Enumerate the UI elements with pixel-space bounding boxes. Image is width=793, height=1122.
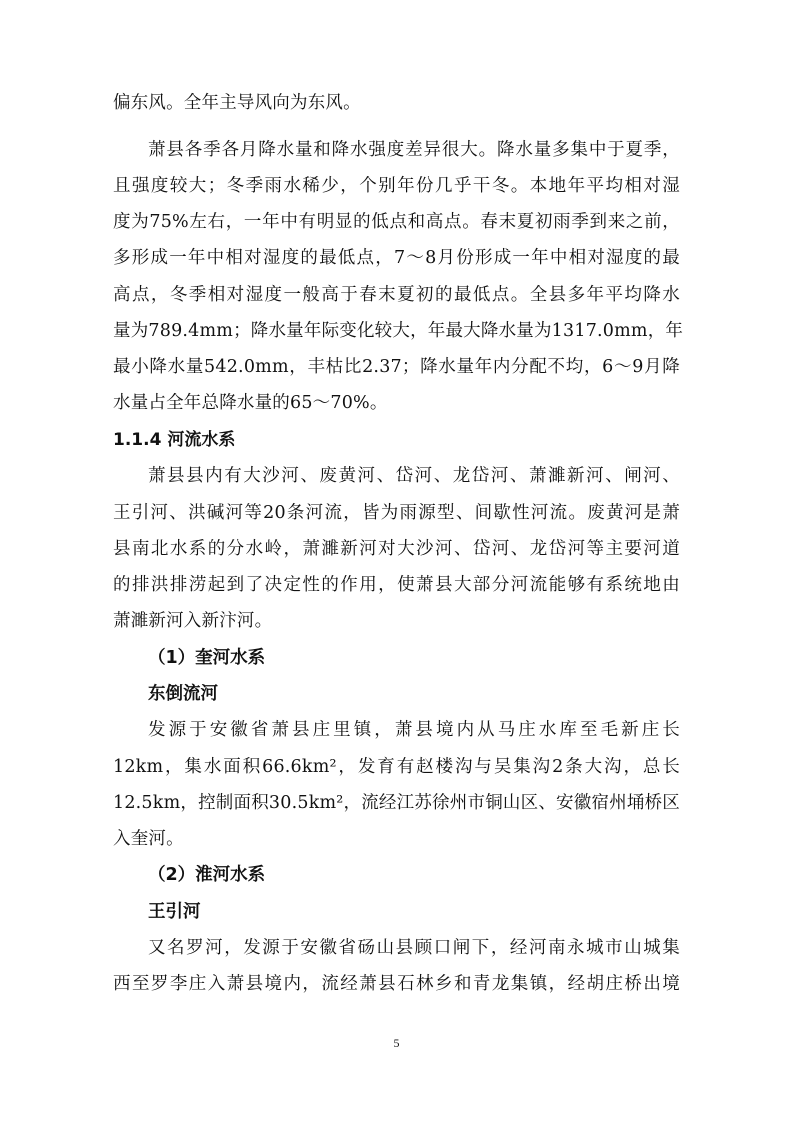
paragraph-line: 度为75%左右，一年中有明显的低点和高点。春末夏初雨季到来之前， xyxy=(113,212,680,232)
paragraph-line: 萧县各季各月降水量和降水强度差异很大。降水量多集中于夏季， xyxy=(148,140,680,160)
paragraph-line: 发源于安徽省萧县庄里镇，萧县境内从马庄水库至毛新庄长 xyxy=(148,720,680,740)
section-heading: 1.1.4 河流水系 xyxy=(113,430,236,450)
page-number: 5 xyxy=(393,1036,400,1050)
river-title: 东倒流河 xyxy=(148,684,218,704)
paragraph-line: 最小降水量542.0mm，丰枯比2.37；降水量年内分配不均，6～9月降 xyxy=(113,357,680,377)
paragraph-line: 的排洪排涝起到了决定性的作用，使萧县大部分河流能够有系统地由 xyxy=(113,575,680,595)
paragraph-line: 12km，集水面积66.6km²，发育有赵楼沟与吴集沟2条大沟，总长 xyxy=(113,757,680,777)
paragraph-line: 量为789.4mm；降水量年际变化较大，年最大降水量为1317.0mm，年 xyxy=(113,321,684,341)
paragraph-line: 萧濉新河入新汴河。 xyxy=(113,611,273,631)
subsection-heading: （1）奎河水系 xyxy=(148,648,266,668)
paragraph-line: 且强度较大；冬季雨水稀少，个别年份几乎干冬。本地年平均相对湿 xyxy=(113,176,680,196)
paragraph-line: 水量占全年总降水量的65～70%。 xyxy=(113,393,388,413)
paragraph-line: 萧县县内有大沙河、废黄河、岱河、龙岱河、萧濉新河、闸河、 xyxy=(148,466,680,486)
paragraph-line: 12.5km，控制面积30.5km²，流经江苏徐州市铜山区、安徽宿州埇桥区 xyxy=(113,793,680,813)
subsection-heading: （2）淮河水系 xyxy=(148,865,266,885)
paragraph-line: 又名罗河，发源于安徽省砀山县顾口闸下，经河南永城市山城集 xyxy=(148,938,680,958)
paragraph-line: 王引河、洪碱河等20条河流，皆为雨源型、间歇性河流。废黄河是萧 xyxy=(113,503,680,523)
paragraph-line: 西至罗李庄入萧县境内，流经萧县石林乡和青龙集镇，经胡庄桥出境 xyxy=(113,974,680,994)
paragraph-line: 高点，冬季相对湿度一般高于春末夏初的最低点。全县多年平均降水 xyxy=(113,285,680,305)
paragraph-line: 偏东风。全年主导风向为东风。 xyxy=(113,93,361,113)
paragraph-line: 县南北水系的分水岭，萧濉新河对大沙河、岱河、龙岱河等主要河道 xyxy=(113,539,680,559)
river-title: 王引河 xyxy=(148,902,201,922)
paragraph-line: 入奎河。 xyxy=(113,829,184,849)
paragraph-line: 多形成一年中相对湿度的最低点，7～8月份形成一年中相对湿度的最 xyxy=(113,248,680,268)
